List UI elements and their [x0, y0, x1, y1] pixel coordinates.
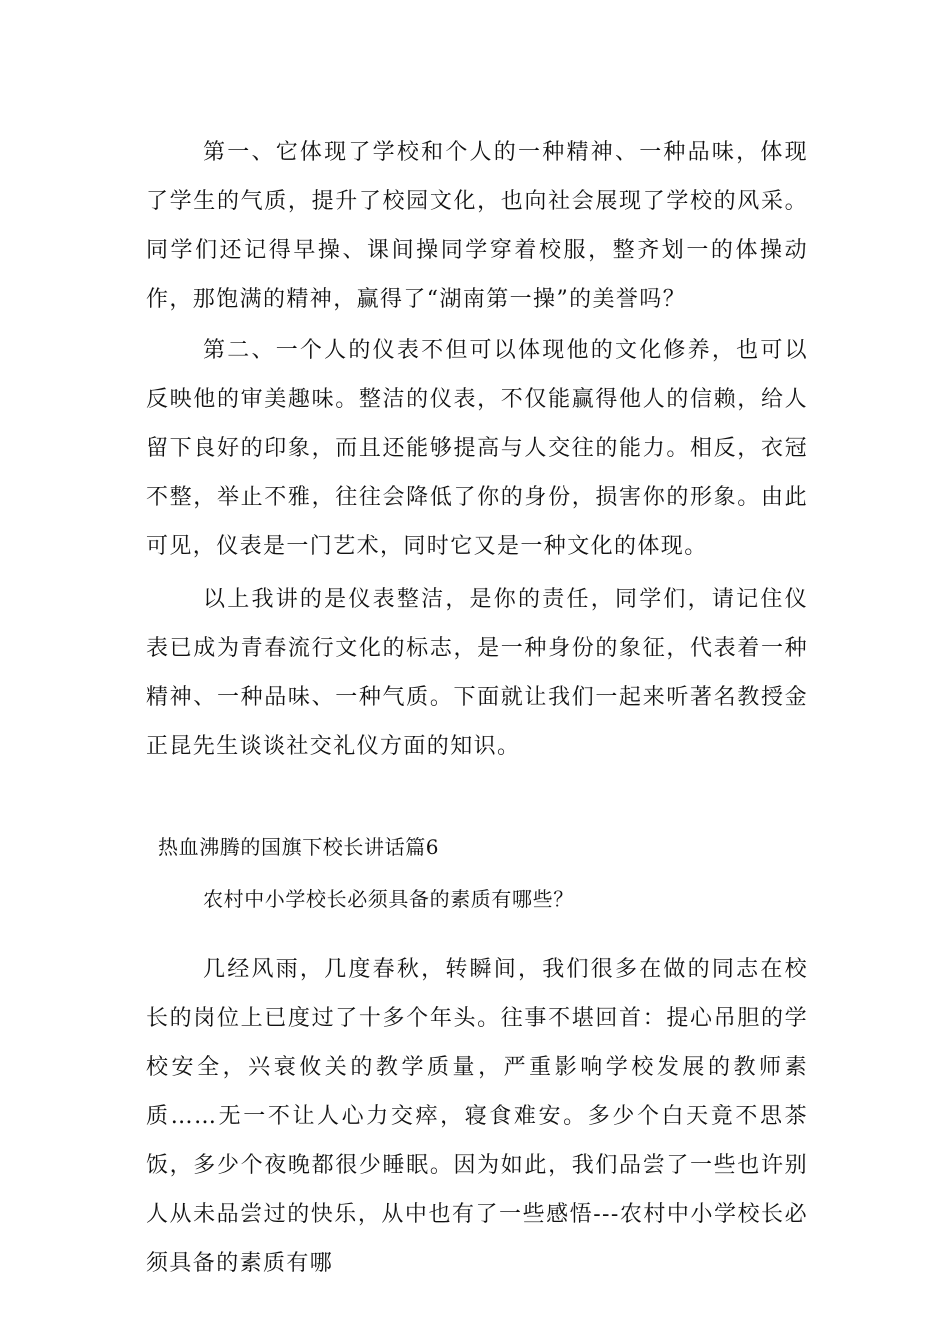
body-paragraph-first: 第一、它体现了学校和个人的一种精神、一种品味，体现了学生的气质，提升了校园文化，也向社会展现了学校的风采。同学们还记得早操、课间操同学穿着校服，整齐划一的体操动作，那饱满的精神，赢得了“湖南第一操”的美誉吗？ [146, 140, 808, 312]
section-body-paragraph: 几经风雨，几度春秋，转瞬间，我们很多在做的同志在校长的岗位上已度过了十多个年头。往事不堪回首：提心吊胆的学校安全，兴衰攸关的教学质量，严重影响学校发展的教师素质……无一不让人心力交瘁，寝食难安。多少个白天竟不思茶饭，多少个夜晚都很少睡眠。因为如此，我们品尝了一些也许别人从未品尝过的快乐，从中也有了一些感悟---农村中小学校长必须具备的素质有哪 [146, 957, 808, 1276]
body-paragraph-second: 第二、一个人的仪表不但可以体现他的文化修养，也可以反映他的审美趣味。整洁的仪表，不仅能赢得他人的信赖，给人留下良好的印象，而且还能够提高与人交往的能力。相反，衣冠不整，举止不雅，往往会降低了你的身份，损害你的形象。由此可见，仪表是一门艺术，同时它又是一种文化的体现。 [146, 338, 808, 559]
section-heading: 热血沸腾的国旗下校长讲话篇6 [158, 835, 440, 859]
section-subheading: 农村中小学校长必须具备的素质有哪些？ [203, 887, 574, 911]
body-paragraph-conclusion: 以上我讲的是仪表整洁，是你的责任，同学们，请记住仪表已成为青春流行文化的标志，是一种身份的象征，代表着一种精神、一种品味、一种气质。下面就让我们一起来听著名教授金正昆先生谈谈社交礼仪方面的知识。 [146, 587, 808, 759]
